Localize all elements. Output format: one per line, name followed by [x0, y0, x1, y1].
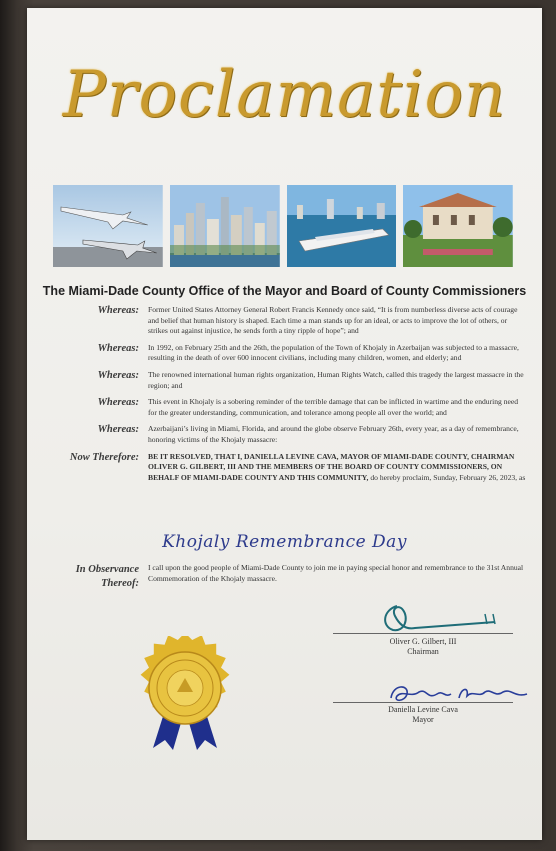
chairman-role: Chairman — [407, 647, 439, 656]
now-therefore-text — [148, 452, 527, 484]
clause-label: Whereas: — [97, 305, 139, 316]
photo-skyline — [170, 185, 280, 267]
photo-airplanes — [53, 185, 163, 267]
chairman-signature — [375, 596, 515, 638]
mayor-signature-line — [333, 702, 513, 703]
whereas-clause-5 — [61, 424, 527, 445]
clause-label: Whereas: — [97, 342, 139, 354]
gold-seal — [135, 636, 235, 754]
office-header: The Miami-Dade County Office of the Mayor and Board of County Commissioners — [42, 284, 527, 298]
observance-label — [61, 563, 148, 591]
photo-mansion — [403, 185, 513, 267]
observance-label-line1: In Observance — [75, 564, 139, 575]
clause-text: In 1992, on February 25th and the 26th, the population of the Town of Khojaly in Azerbaijan was subjected to a massacre, resulting in the death of over 600 innocent civilians, including many children, women, and elderly; and — [148, 342, 519, 363]
now-therefore-label: Now Therefore: — [69, 451, 139, 463]
whereas-clause-4 — [61, 397, 527, 418]
mayor-name: Daniella Levine Cava — [388, 705, 458, 714]
clause-text: Azerbaijani’s living in Miami, Florida, and around the globe observe February 26th, every year, as a day of remembrance, honoring victims of the Khojaly massacre: — [148, 424, 519, 444]
observance-label-line2: Thereof: — [101, 578, 139, 589]
now-therefore-clause — [61, 452, 527, 484]
clause-label: Whereas: — [97, 397, 139, 409]
clauses — [61, 305, 527, 489]
whereas-clause-2 — [61, 343, 527, 364]
photo-cruise-port — [287, 185, 397, 267]
clause-label: Whereas: — [97, 424, 139, 436]
clause-text: Former United States Attorney General Robert Francis Kennedy once said, “It is from numberless diverse acts of courage and belief that human history is shaped. Each time a man stands up for an ideal, or acts to improve the lot of others, or strikes out against injustice, he sends forth a tiny ripple of hope”; and — [148, 305, 518, 336]
remembrance-day-title: Khojaly Remembrance Day — [162, 532, 407, 552]
whereas-clause-3 — [61, 370, 527, 391]
proclaim-text: do hereby proclaim, Sunday, February 26, 2023, as — [368, 472, 526, 482]
mayor-role: Mayor — [412, 715, 434, 724]
photo-strip — [53, 185, 513, 267]
proclamation-title: Proclamation — [62, 58, 507, 132]
observance-clause — [61, 563, 527, 591]
resolution-text: BE IT RESOLVED, THAT I, DANIELLA LEVINE CAVA, MAYOR OF MIAMI-DADE COUNTY, CHAIRMAN OLIVER G. GILBERT, III AND THE MEMBERS OF THE BOARD OF COUNTY COMMISSIONERS, ON BEHALF OF MIAMI-DADE COUNTY AND THIS COMMUNITY, — [148, 451, 515, 482]
chairman-name: Oliver G. Gilbert, III — [389, 637, 457, 646]
clause-label: Whereas: — [97, 369, 139, 381]
proclamation-paper — [27, 8, 542, 840]
clause-text: This event in Khojaly is a sobering reminder of the terrible damage that can be inflicted in wartime and the enduring need for the greater understanding, communication, and tolerance among people all over the world; and — [148, 397, 519, 417]
clause-text: The renowned international human rights organization, Human Rights Watch, called this tragedy the largest massacre in the region; and — [148, 369, 524, 390]
whereas-clause-1 — [61, 305, 527, 337]
observance-text: I call upon the good people of Miami-Dade County to join me in paying special honor and remembrance to the 31st Annual Commemoration of the Khojaly massacre. — [148, 563, 524, 583]
chairman-signature-line — [333, 633, 513, 634]
